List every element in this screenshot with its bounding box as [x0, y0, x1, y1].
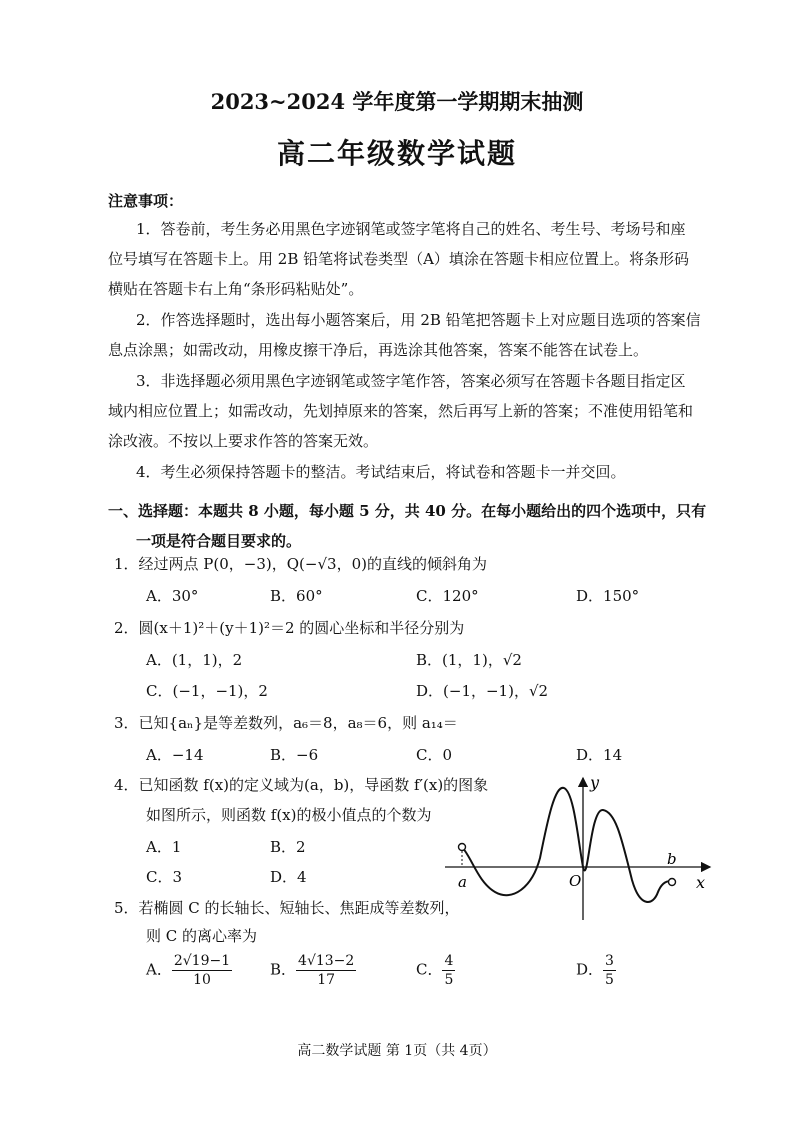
option-d-denominator: 5	[605, 972, 614, 988]
option-c-label: C．	[416, 960, 443, 979]
option-d-label: D．	[576, 960, 604, 979]
notice-2-line-2: 息点涂黑；如需改动，用橡皮擦干净后，再选涂其他答案，答案不能答在试卷上。	[108, 341, 649, 359]
open-endpoint-a	[459, 844, 466, 851]
question-3-option-d: D．14	[576, 746, 623, 764]
question-5-stem-line-2: 则 C 的离心率为	[146, 927, 258, 945]
question-5-stem-line-1: 5．若椭圆 C 的长轴长、短轴长、焦距成等差数列，	[114, 899, 460, 917]
derivative-curve	[462, 788, 672, 902]
question-4-option-c: C．3	[146, 868, 183, 886]
question-4-stem-line-1: 4．已知函数 f(x)的定义域为(a，b)，导函数 f′(x)的图象	[114, 776, 489, 794]
question-4-option-d: D．4	[270, 868, 307, 886]
question-5-option-d	[576, 952, 616, 989]
page-footer: 高二数学试题 第 1页（共 4页）	[297, 1043, 497, 1059]
notice-heading: 注意事项：	[108, 192, 184, 210]
x-axis-label: x	[696, 873, 706, 892]
notice-3-line-1: 3．非选择题必须用黑色字迹钢笔或签字笔作答，答案必须写在答题卡各题目指定区	[136, 372, 686, 390]
notice-3-line-3: 涂改液。不按以上要求作答的答案无效。	[108, 432, 379, 450]
option-b-fraction	[296, 952, 356, 989]
question-1-option-b: B．60°	[270, 587, 323, 605]
option-a-denominator: 10	[193, 972, 211, 988]
question-1-option-c: C．120°	[416, 587, 479, 605]
question-5-option-b	[270, 952, 356, 989]
question-4-stem-line-2: 如图所示，则函数 f(x)的极小值点的个数为	[146, 806, 432, 824]
open-endpoint-b	[669, 879, 676, 886]
notice-1-line-1: 1．答卷前，考生务必用黑色字迹钢笔或签字笔将自己的姓名、考生号、考场号和座	[136, 220, 686, 238]
option-a-fraction	[172, 952, 232, 989]
option-c-denominator: 5	[444, 972, 454, 988]
option-b-numerator: 4√13−2	[298, 953, 355, 969]
point-b-label: b	[667, 850, 677, 868]
origin-label: O	[569, 872, 582, 890]
question-1-option-a: A．30°	[146, 587, 199, 605]
option-b-denominator: 17	[317, 972, 336, 988]
question-4-option-a: A．1	[146, 838, 182, 856]
notice-2-line-1: 2．作答选择题时，选出每小题答案后，用 2B 铅笔把答题卡上对应题目选项的答案信	[136, 311, 701, 329]
option-a-numerator: 2√19−1	[173, 953, 231, 969]
option-c-numerator: 4	[444, 953, 454, 969]
question-5-option-a	[146, 952, 232, 989]
question-1-stem: 1．经过两点 P(0，−3)，Q(−√3，0)的直线的倾斜角为	[114, 555, 487, 573]
question-4-option-b: B．2	[270, 838, 306, 856]
question-3-stem: 3．已知{aₙ}是等差数列，a₆＝8，a₈＝6，则 a₁₄＝	[114, 714, 458, 732]
option-b-label: B．	[270, 960, 297, 979]
notice-3-line-2: 域内相应位置上；如需改动，先划掉原来的答案，然后再写上新的答案；不准使用铅笔和	[108, 402, 694, 420]
notice-4-line-1: 4．考生必须保持答题卡的整洁。考试结束后，将试卷和答题卡一并交回。	[136, 463, 626, 481]
notice-1-line-3: 横贴在答题卡右上角“条形码粘贴处”。	[108, 280, 364, 298]
question-3-option-b: B．−6	[270, 746, 319, 764]
section-heading-line-1: 一、选择题：本题共 8 小题，每小题 5 分，共 40 分。在每小题给出的四个选项中，只有	[108, 502, 707, 520]
question-2-option-b: B．(1，1)，√2	[416, 651, 522, 669]
option-d-fraction	[603, 952, 616, 989]
question-2-option-a: A．(1，1)，2	[146, 651, 243, 669]
exam-title: 高二年级数学试题	[276, 137, 517, 170]
option-c-fraction	[442, 952, 455, 989]
y-axis-label: y	[590, 773, 600, 792]
derivative-graph-figure	[440, 770, 730, 930]
question-2-stem: 2．圆(x＋1)²＋(y＋1)²＝2 的圆心坐标和半径分别为	[114, 619, 465, 637]
point-a-label: a	[458, 873, 467, 891]
exam-period-title: 2023~2024 学年度第一学期期末抽测	[210, 89, 584, 114]
option-d-numerator: 3	[605, 953, 614, 969]
question-2-option-d: D．(−1，−1)，√2	[416, 682, 549, 700]
question-5-option-c	[416, 952, 455, 989]
option-a-label: A．	[146, 960, 172, 979]
question-1-option-d: D．150°	[576, 587, 640, 605]
question-3-option-c: C．0	[416, 746, 453, 764]
notice-1-line-2: 位号填写在答题卡上。用 2B 铅笔将试卷类型（A）填涂在答题卡相应位置上。将条形码	[108, 250, 689, 268]
section-heading-line-2: 一项是符合题目要求的。	[136, 532, 302, 550]
question-2-option-c: C．(−1，−1)，2	[146, 682, 268, 700]
question-3-option-a: A．−14	[146, 746, 204, 764]
